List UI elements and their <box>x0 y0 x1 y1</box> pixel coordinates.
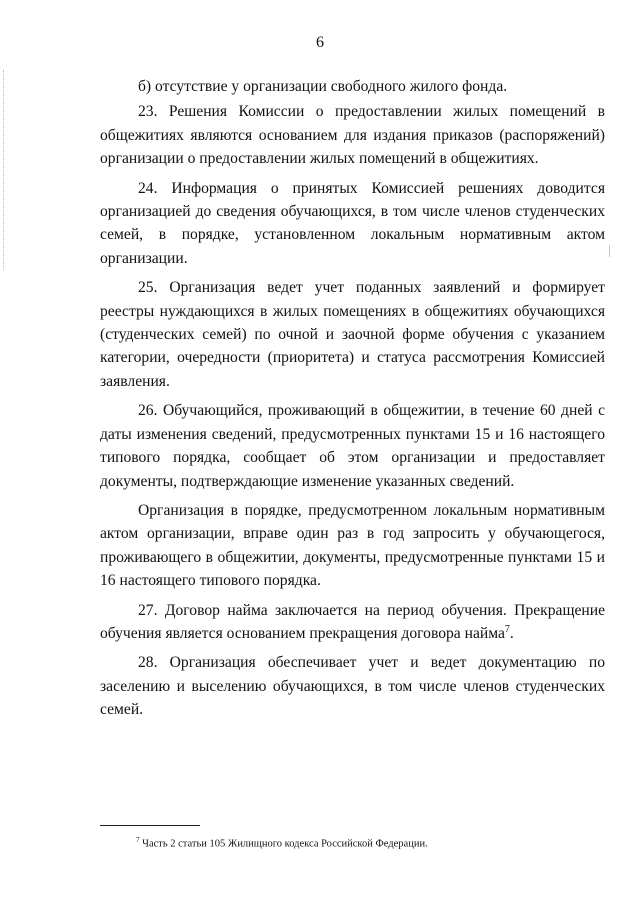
paragraph-26-continued: Организация в порядке, предусмотренном локальным нормативным актом организации, вправе один раз в год запросить у обучающегося, проживающего в общежитии, документы, предусмотренные пунктами 15 и 16 настоящего типового порядка. <box>100 501 605 590</box>
paragraph-28: 28. Организация обеспечивает учет и ведет документацию по заселению и выселению обучающихся, в том числе членов студенческих семей. <box>100 654 605 719</box>
paragraph-27 <box>100 599 605 646</box>
footnote-number: 7 <box>136 836 140 844</box>
page-number: 6 <box>316 34 324 51</box>
paragraph-23: 23. Решения Комиссии о предоставлении жилых помещений в общежитиях являются основанием для издания приказов (распоряжений) организации о предоставлении жилых помещений в общежитиях. <box>100 103 605 168</box>
paragraph-24: 24. Информация о принятых Комиссией решениях доводится организацией до сведения обучающихся, в том числе членов студенческих семей, в порядке, установленном локальным нормативным актом организации. <box>100 179 605 267</box>
scan-margin-mark <box>609 245 610 257</box>
paragraph-25: 25. Организация ведет учет поданных заявлений и формирует реестры нуждающихся в жилых помещениях в общежитиях обучающихся (студенческих семей) по очной и заочной форме обучения с указанием категории, очередности (приоритета) и статуса рассмотрения Комиссией заявления. <box>100 279 605 390</box>
paragraph-26: 26. Обучающийся, проживающий в общежитии, в течение 60 дней с даты изменения сведений, предусмотренных пунктами 15 и 16 настоящего типового порядка, сообщает об этом организации и предоставляет документы, подтверждающие изменение указанных сведений. <box>100 402 605 490</box>
document-body <box>100 75 605 728</box>
footnote-reference[interactable]: 7 <box>504 623 510 635</box>
footnote-text: Часть 2 статьи 105 Жилищного кодекса Российской Федерации. <box>142 838 428 850</box>
scan-edge-marks <box>3 70 6 270</box>
paragraph-item-b: б) отсутствие у организации свободного жилого фонда. <box>138 78 508 95</box>
paragraph-27-tail: . <box>509 624 514 642</box>
paragraph-27-text: 27. Договор найма заключается на период обучения. Прекращение обучения является основанием прекращения договора найма <box>100 601 605 642</box>
footnote <box>100 833 605 852</box>
footnote-separator <box>100 825 200 826</box>
